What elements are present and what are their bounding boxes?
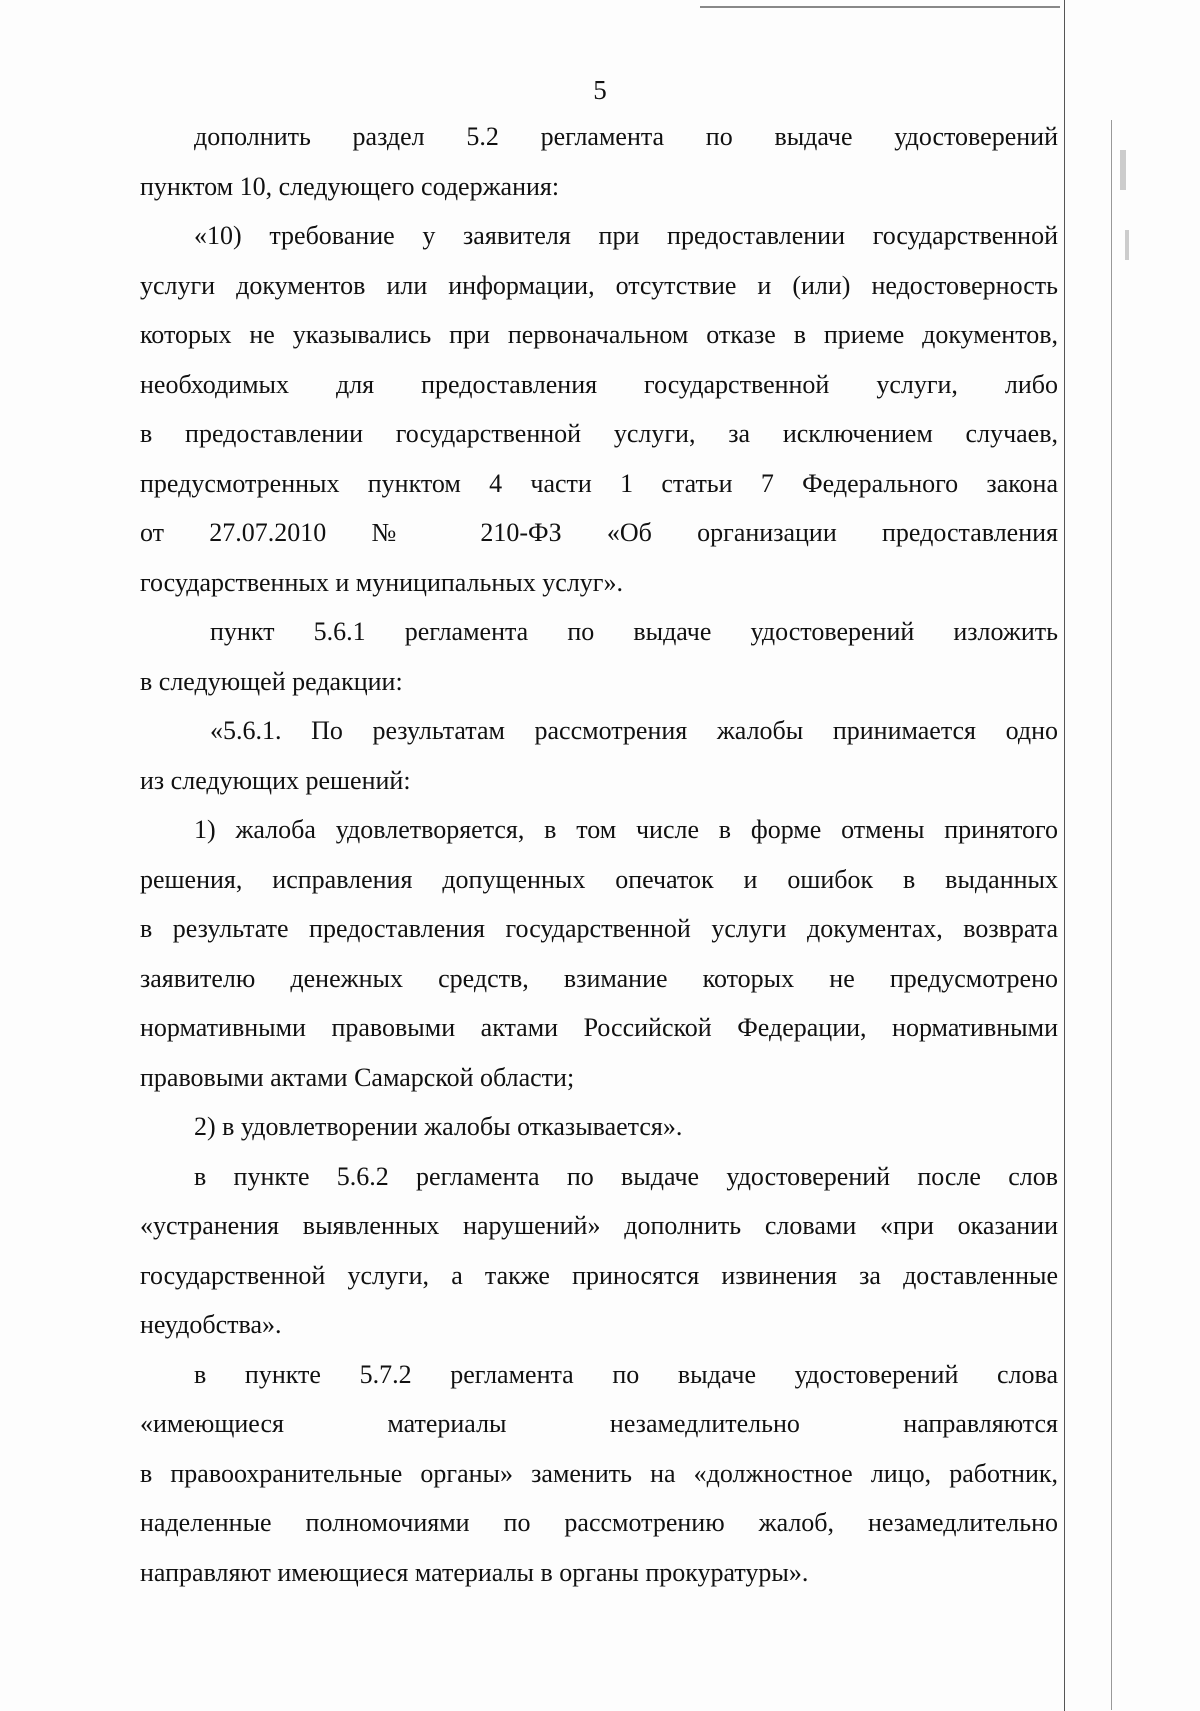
text-line: решения, исправления допущенных опечаток и ошибок в выданных (140, 864, 1058, 894)
scan-noise (1120, 150, 1126, 190)
page-number: 5 (593, 75, 607, 105)
text-line: дополнить раздел 5.2 регламента по выдаче удостоверений (194, 122, 1058, 151)
text-line: в правоохранительные органы» заменить на «должностное лицо, работник, (140, 1458, 1058, 1488)
text-line: услуги документов или информации, отсутствие и (или) недостоверность (140, 270, 1058, 300)
text-line: нормативными правовыми актами Российской Федерации, нормативными (140, 1013, 1058, 1042)
paragraph (140, 1350, 1058, 1598)
text-line: направляют имеющиеся материалы в органы прокуратуры». (140, 1557, 809, 1587)
text-line: в пункте 5.6.2 регламента по выдаче удостоверений после слов (194, 1161, 1058, 1191)
text-line: пунктом 10, следующего содержания: (140, 171, 560, 201)
text-line: которых не указывались при первоначальном отказе в приеме документов, (140, 320, 1058, 349)
paragraph (140, 1102, 1058, 1152)
paragraph (140, 1152, 1058, 1350)
text-line: от 27.07.2010 № 210-ФЗ «Об организации предоставления (140, 518, 1058, 547)
paragraph (140, 805, 1058, 1102)
text-line: «устранения выявленных нарушений» дополнить словами «при оказании (140, 1211, 1058, 1240)
text-line: «имеющиеся материалы незамедлительно направляются (140, 1409, 1058, 1438)
document-body (140, 112, 1058, 1597)
paragraph (140, 607, 1058, 706)
text-line: 2) в удовлетворении жалобы отказывается». (194, 1112, 683, 1141)
scan-edge-line (1111, 120, 1112, 1710)
paragraph (140, 706, 1058, 805)
text-line: в следующей редакции: (140, 666, 403, 696)
text-line: государственных и муниципальных услуг». (140, 567, 623, 597)
text-line: неудобства». (140, 1310, 282, 1339)
text-line: в предоставлении государственной услуги, за исключением случаев, (140, 419, 1058, 448)
text-line: пункт 5.6.1 регламента по выдаче удостоверений изложить (210, 617, 1058, 646)
text-line: необходимых для предоставления государственной услуги, либо (140, 369, 1058, 399)
scan-noise (1125, 230, 1129, 260)
scan-noise (700, 6, 1060, 8)
text-line: «5.6.1. По результатам рассмотрения жалобы принимается одно (210, 716, 1058, 745)
text-line: заявителю денежных средств, взимание которых не предусмотрено (140, 963, 1058, 993)
text-line: государственной услуги, а также приносятся извинения за доставленные (140, 1260, 1058, 1290)
scan-edge-line (1064, 0, 1065, 1711)
text-line: в пункте 5.7.2 регламента по выдаче удостоверений слова (194, 1359, 1058, 1389)
paragraph (140, 211, 1058, 607)
text-line: из следующих решений: (140, 765, 411, 795)
text-line: наделенные полномочиями по рассмотрению жалоб, незамедлительно (140, 1508, 1058, 1537)
paragraph (140, 112, 1058, 211)
text-line: в результате предоставления государственной услуги документах, возврата (140, 914, 1058, 943)
text-line: предусмотренных пунктом 4 части 1 статьи 7 Федерального закона (140, 468, 1058, 498)
text-line: «10) требование у заявителя при предоставлении государственной (194, 221, 1058, 250)
text-line: 1) жалоба удовлетворяется, в том числе в форме отмены принятого (194, 815, 1058, 844)
text-line: правовыми актами Самарской области; (140, 1062, 575, 1092)
